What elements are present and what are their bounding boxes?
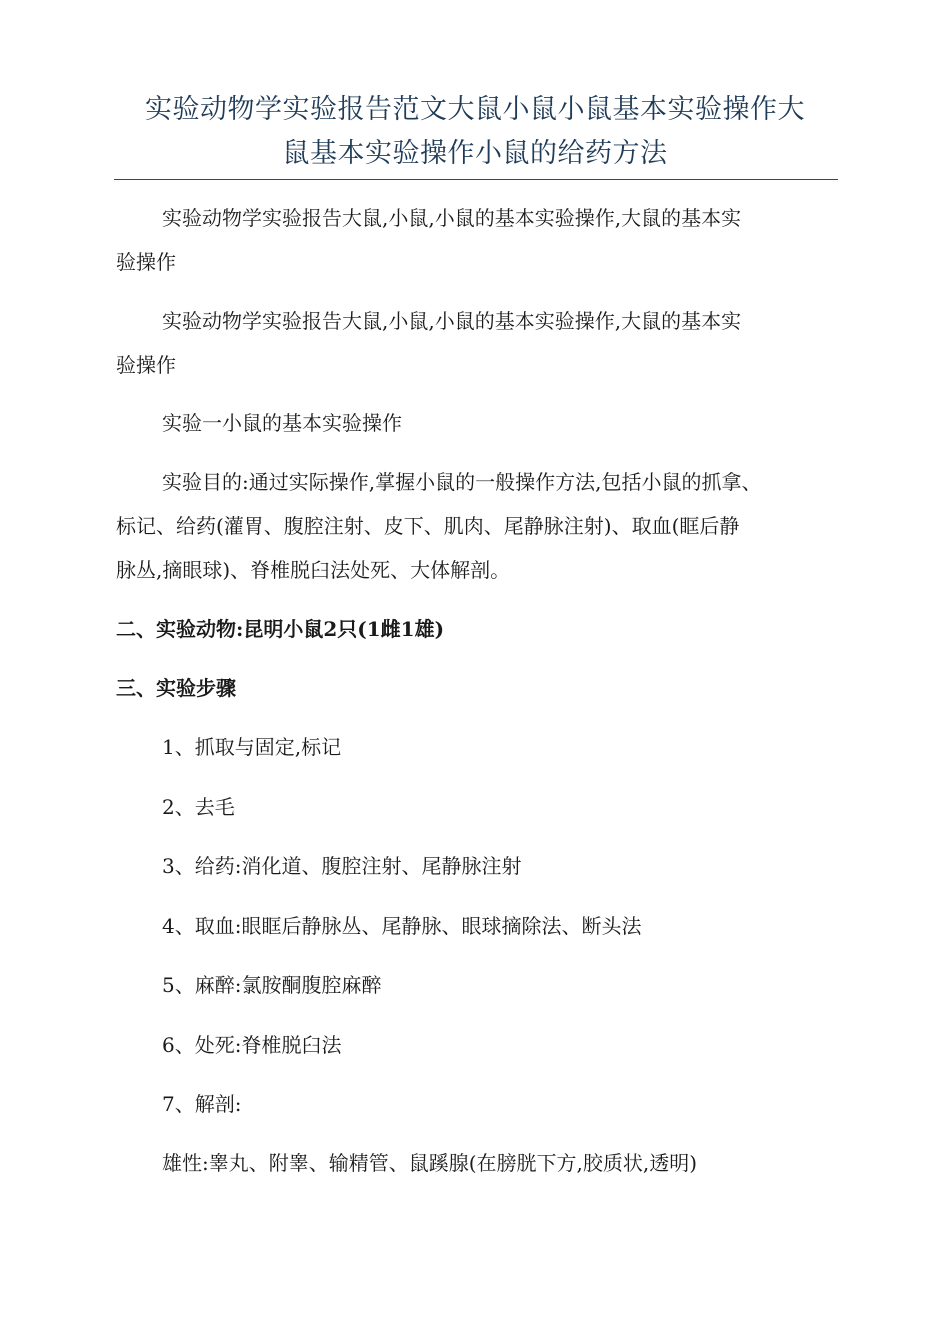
step-item-7: 7、解剖: [162, 1092, 242, 1116]
title-line-2: 鼠基本实验操作小鼠的给药方法 [282, 138, 668, 169]
intro-1-line-2: 验操作 [116, 250, 176, 274]
step-item-4: 4、取血:眼眶后静脉丛、尾静脉、眼球摘除法、断头法 [162, 914, 642, 938]
section-heading-steps: 三、实验步骤 [116, 676, 236, 700]
step-item-5: 5、麻醉:氯胺酮腹腔麻醉 [162, 973, 382, 997]
purpose-line-1: 实验目的:通过实际操作,掌握小鼠的一般操作方法,包括小鼠的抓拿、 [162, 470, 762, 494]
step-item-6: 6、处死:脊椎脱臼法 [162, 1033, 342, 1057]
title-line-1: 实验动物学实验报告范文大鼠小鼠小鼠基本实验操作大 [145, 94, 805, 125]
intro-paragraph-2 [116, 299, 842, 387]
step-item-2: 2、去毛 [162, 795, 235, 819]
step-item-3: 3、给药:消化道、腹腔注射、尾静脉注射 [162, 854, 522, 878]
intro-2-line-1: 实验动物学实验报告大鼠,小鼠,小鼠的基本实验操作,大鼠的基本实 [162, 309, 742, 333]
title-divider [114, 179, 838, 180]
section-heading-animals: 二、实验动物:昆明小鼠2只(1雌1雄) [116, 617, 445, 641]
document-title [100, 88, 850, 176]
step-item-1: 1、抓取与固定,标记 [162, 735, 342, 759]
intro-2-line-2: 验操作 [116, 353, 176, 377]
intro-paragraph-1 [116, 196, 842, 284]
purpose-line-3: 脉丛,摘眼球)、脊椎脱臼法处死、大体解剖。 [116, 558, 511, 582]
intro-1-line-1: 实验动物学实验报告大鼠,小鼠,小鼠的基本实验操作,大鼠的基本实 [162, 206, 742, 230]
purpose-line-2: 标记、给药(灌胃、腹腔注射、皮下、肌肉、尾静脉注射)、取血(眶后静 [116, 514, 740, 538]
experiment-title: 实验一小鼠的基本实验操作 [162, 411, 402, 435]
purpose-paragraph [116, 460, 842, 592]
male-anatomy-note: 雄性:睾丸、附睾、输精管、鼠蹊腺(在膀胱下方,胶质状,透明) [162, 1151, 698, 1175]
